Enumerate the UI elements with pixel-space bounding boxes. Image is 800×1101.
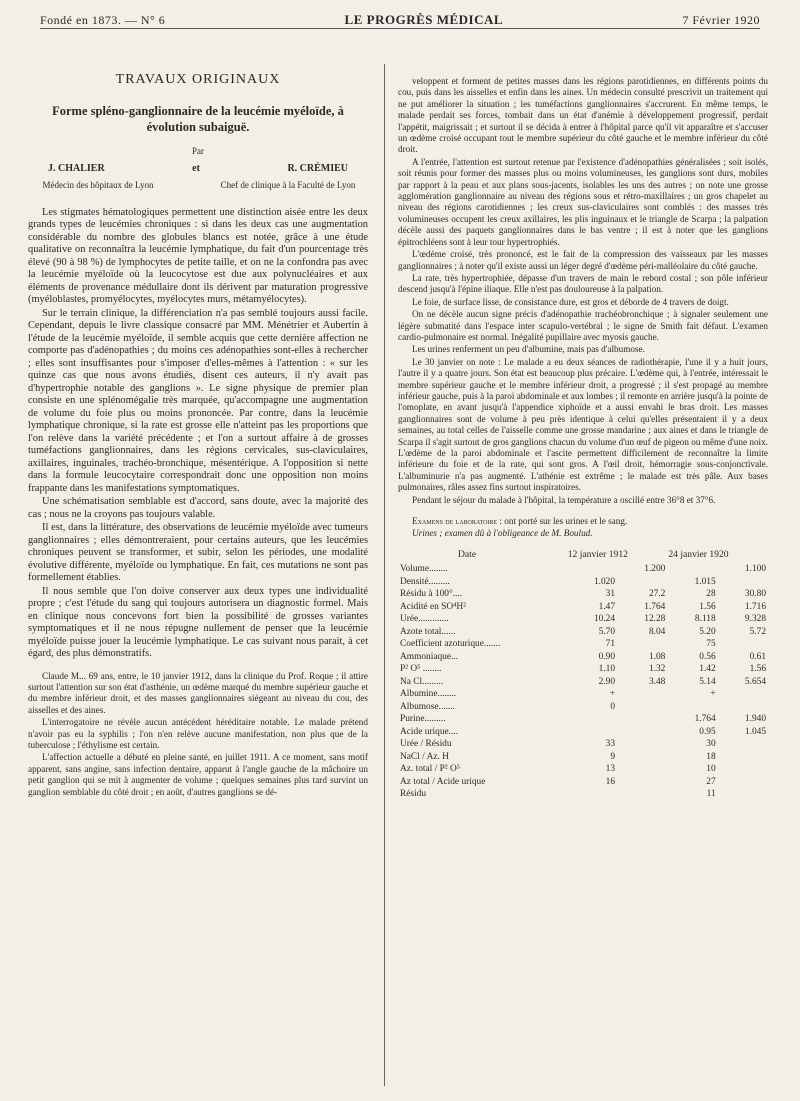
row-label: Urée / Résidu [400, 739, 452, 750]
row-label: NaCl / Az. H [400, 751, 449, 762]
table-row [398, 776, 768, 789]
affiliations [38, 180, 358, 191]
table-cell [617, 738, 667, 751]
case-report-right [398, 76, 768, 506]
table-cell: 0.90 [598, 651, 616, 662]
table-cell: 0.95 [699, 726, 716, 737]
table-cell: 11 [706, 789, 716, 800]
paragraph: Il nous semble que l'on doive conserver aux deux types une individualité propre ; c'est l'étude du sang qui toujours autorisera un diagnostic formel. Mais en clinique nous concevons fort bien la possibilité de grosses variantes symptomatiques et il ne nous répugne nullement de penser que la leucémie myéloïde puisse jouer la leucémie lymphatique. Le cas suivant nous parait, à cet égard, des plus démonstratifs. [28, 585, 368, 659]
page-header [40, 6, 760, 29]
row-label: Résidu [400, 789, 427, 800]
case-paragraph: Les urines renferment un peu d'albumine, mais pas d'albumose. [412, 344, 645, 355]
journal-title: LE PROGRÈS MÉDICAL [344, 12, 504, 27]
table-cell: 1.56 [699, 601, 716, 612]
table-cell: 5.20 [699, 626, 716, 637]
urine-table [398, 548, 768, 801]
col-date: Date [458, 548, 477, 560]
table-cell [617, 788, 667, 801]
table-cell: 5.70 [598, 626, 616, 637]
row-label: Urée............. [400, 614, 449, 625]
table-cell: 2.90 [598, 676, 616, 687]
table-cell: 1.716 [744, 601, 766, 612]
table-cell: 1.42 [699, 664, 716, 675]
row-label: Résidu à 100°.... [400, 589, 463, 600]
table-cell [567, 788, 617, 801]
table-row [398, 563, 768, 576]
table-row [398, 663, 768, 676]
affiliation-1: Médecin des hôpitaux de Lyon [42, 179, 154, 190]
case-paragraph: veloppent et forment de petites masses dans les régions parotidiennes, en différents points du cou, puis dans les aisselles et enfin dans les aines. Un médecin consulté prescrivit un traitement qui ne put améliorer la situation ; les tuméfactions ganglionnaires s'accrurent. En même temps, le malade perdait ses forces, tombait dans un état d'anémie à développement progressif, perdait l'appétit, maigrissait ; et surtout il se décida à entrer à l'hôpital parce qu'il vit apparaître et s'accuser un œdème croisé occupant tout le membre supérieur du côté gauche et le membre inférieur du côté droit. [398, 76, 768, 155]
table-cell [667, 563, 717, 576]
table-cell: 5.654 [744, 676, 766, 687]
table-cell [718, 638, 768, 651]
row-label: Ammoniaque... [400, 651, 459, 662]
row-label: Az. total / P² O⁵ [400, 764, 460, 775]
table-cell [617, 726, 667, 739]
case-paragraph: Le foie, de surface lisse, de consistance dure, est gros et déborde de 4 travers de doigt. [412, 296, 729, 307]
table-row [398, 676, 768, 689]
table-cell: 30 [706, 739, 716, 750]
table-cell [567, 713, 617, 726]
table-cell: 5.14 [699, 676, 716, 687]
author-separator: et [192, 163, 200, 174]
row-label: Albumine........ [400, 689, 457, 700]
table-cell [617, 751, 667, 764]
table-row [398, 751, 768, 764]
row-label: Azote total...... [400, 626, 456, 637]
table-row [398, 576, 768, 589]
table-cell: 1.045 [744, 726, 766, 737]
table-cell: 10.24 [593, 614, 616, 625]
table-cell: 1.47 [598, 601, 616, 612]
case-paragraph: Le 30 janvier on note : Le malade a eu deux séances de radiothérapie, l'une il y a huit jours, l'autre il y a quatre jours. Son état est beaucoup plus précaire. L'œdème qui, à l'entrée, intéressait le membre supérieur gauche et le membre inférieur droit, a progressé ; il s'est propagé au membre inférieur gauche, puis à la paroi abdominale et aux lombes ; il remonte en arrière jusqu'à la pointe de l'omoplate, en avant jusqu'à l'appendice xiphoïde et a aussi envahi le bras droit. Les masses ganglionnaires sont de volume à peu près identique à celui qu'elles présentaient il y a deux semaines, au total celles de l'aisselle comme une grosse mandarine ; aux aines et dans le triangle de Scarpa il s'agit surtout de gros ganglions chacun du volume d'un œuf de pigeon ou même d'une noix. L'œdème de la paroi abdominale et l'ascite permettent difficilement de reconnaître la limite inférieure du foie et de la rate, qui sont gros. A l'œil droit, hémorragie sous-conjonctivale. L'albuminurie n'a pas augmenté. L'athénie est extrême ; le malade est très pâle. Aux bases pulmonaires, râles assez fins surtout inspiratoires. [398, 356, 768, 493]
table-cell: 27 [706, 776, 716, 787]
header-founded: Fondé en 1873. — N° 6 [40, 13, 166, 27]
table-row [398, 738, 768, 751]
table-cell: 30.80 [744, 589, 766, 600]
case-paragraph: A l'entrée, l'attention est surtout retenue par l'existence d'adénopathies généralisées ; soit isolés, soit réunis pour former des masses plus ou moins volumineuses, les ganglions sont durs, mobiles par rapport à la peau et aux plans sous-jacents, isolables les uns des autres ; on note une grosse agglomération ganglionnaire au niveau des régions sous et rétro-maxillaires ; un gros chapelet au niveau des régions carotidiennes ; les creux sus-claviculaires sont comblés : des masses très volumineuses occupent les creux axillaires, les plis inguinaux et le triangle de Scarpa ; la palpation décèle aussi des paquets ganglionnaires dans le bas ventre ; il est à noter que les ganglions épitrochléens sont à leur tour hypertrophiés. [398, 156, 768, 247]
table-cell: 33 [605, 739, 616, 750]
row-label: Az total / Acide urique [400, 776, 486, 787]
col-date-1: 12 janvier 1912 [567, 548, 628, 560]
case-paragraph: Claude M... 69 ans, entre, le 10 janvier 1912, dans la clinique du Prof. Roque ; il attire surtout l'attention sur son état d'asthénie, un œdème marqué du membre supérieur gauche et du membre inférieur droit, et des masses ganglionnaires siégeant au niveau du cou, des aisselles et des aines. [28, 670, 368, 715]
lab-section [398, 516, 768, 540]
table-cell [567, 563, 617, 576]
table-row [398, 626, 768, 639]
section-title: TRAVAUX ORIGINAUX [115, 72, 281, 87]
table-cell [718, 576, 768, 589]
table-cell: 5.72 [749, 626, 766, 637]
table-cell: 0.61 [749, 651, 766, 662]
row-label: Acidité en SO⁴H² [400, 601, 466, 612]
table-cell [718, 751, 768, 764]
table-cell: 16 [605, 776, 616, 787]
author-1: J. CHALIER [48, 163, 105, 174]
table-cell [617, 576, 667, 589]
table-cell: 13 [605, 764, 616, 775]
table-cell: 12.28 [644, 614, 666, 625]
table-cell: 1.32 [648, 664, 666, 675]
table-row [398, 688, 768, 701]
table-cell: 8.118 [694, 614, 716, 625]
case-paragraph: L'affection actuelle a débuté en pleine santé, en juillet 1911. A ce moment, sans motif apparent, sans angine, sans infection dentaire, apparut à l'angle gauche de la mâchoire un petit ganglion qui se mit à augmenter de volume ; quelques semaines plus tard survint un ganglion semblable du côté droit ; en août, d'autres ganglions se dé- [28, 752, 368, 797]
case-paragraph: L'œdème croisé, très prononcé, est le fait de la compression des vaisseaux par les masses ganglionnaires ; à noter qu'il existe aussi un léger degré d'œdème péri-malléolaire du côté gauche. [398, 249, 768, 271]
paragraph: Les stigmates hématologiques permettent une distinction aisée entre les deux grands types de leucémies chroniques : si dans les deux cas une augmentation considérable du nombre des globules blancs est notée, grâce à une étude qualitative on reconnaîtra la leucémie lymphatique, du fait d'un pourcentage très élevé (90 à 98 %) de lymphocytes de petite taille, et on ne la confondra pas avec la leucémie myéloïde où la leucocytose est due aux polynucléaires et aux éléments de provenance médullaire dont ils dérivent par maturation progressive (myéloblastes, promyélocytes, myélocytes murs, métamyélocytes). [28, 206, 368, 305]
case-report-left [28, 671, 368, 798]
table-cell [718, 688, 768, 701]
urines-note: Urines ; examen dû à l'obligeance de M. Boulud. [412, 528, 593, 539]
table-cell [617, 688, 667, 701]
row-label: Purine......... [400, 714, 446, 725]
table-cell: 1.015 [694, 576, 716, 587]
row-label: Coefficient azoturique....... [400, 639, 501, 650]
left-column [28, 64, 368, 799]
case-paragraph: Pendant le séjour du malade à l'hôpital, la température a oscillé entre 36°8 et 37°6. [412, 494, 716, 505]
table-cell: 1.10 [598, 664, 616, 675]
header-date: 7 Février 1920 [682, 13, 760, 27]
table-cell: 9.328 [744, 614, 766, 625]
table-row [398, 763, 768, 776]
authors [48, 163, 348, 176]
table-cell: 1.764 [694, 714, 716, 725]
lab-heading: Examens de laboratoire [412, 516, 498, 527]
table-cell: 1.940 [744, 714, 766, 725]
table-row [398, 726, 768, 739]
row-label: Volume........ [400, 564, 448, 575]
table-cell: 71 [605, 639, 616, 650]
table-cell [718, 763, 768, 776]
table-cell: + [609, 689, 616, 700]
table-cell [567, 726, 617, 739]
table-cell: 1.100 [744, 564, 766, 575]
table-cell: 1.020 [593, 576, 616, 587]
table-cell: 75 [706, 639, 716, 650]
table-cell [617, 776, 667, 789]
table-cell: 10 [706, 764, 716, 775]
table-cell [617, 713, 667, 726]
paragraph: Il est, dans la littérature, des observations de leucémie myéloïde avec tumeurs ganglionnaires ; elles démontreraient, pour certains auteurs, que les leucémies chroniques peuvent se transformer, et subir, selon les périodes, une modalité évolutive différente, myéloïde ou lymphatique. En fait, ces mutations ne sont pas formellement établies. [28, 522, 368, 583]
table-cell [718, 776, 768, 789]
case-paragraph: L'interrogatoire ne révèle aucun antécédent héréditaire notable. Le malade prétend n'avoir pas eu la syphilis ; l'on n'en relève aucune manifestation, non plus que de la tuberculose ; l'éthylisme est certain. [28, 717, 368, 750]
table-row [398, 701, 768, 714]
row-label: Albumose....... [400, 701, 455, 712]
table-cell: 0 [610, 701, 616, 712]
table-cell [718, 701, 768, 714]
row-label: Acide urique.... [400, 726, 459, 737]
table-cell: 9 [610, 751, 616, 762]
table-cell [617, 701, 667, 714]
table-row [398, 601, 768, 614]
paragraph: Une schématisation semblable est d'accord, sans doute, avec la majorité des cas ; nous ne la croyons pas toujours valable. [28, 496, 368, 520]
table-cell: 1.200 [644, 564, 666, 575]
table-cell: 3.48 [648, 676, 666, 687]
table-cell: 28 [706, 589, 716, 600]
table-row [398, 651, 768, 664]
affiliation-2: Chef de clinique à la Faculté de Lyon [220, 179, 356, 190]
table-row [398, 588, 768, 601]
table-cell [617, 763, 667, 776]
case-paragraph: On ne décèle aucun signe précis d'adénopathie trachéobronchique ; à signaler seulement une légère submatité dans l'espace inter scapulo-vertébral ; le signe de Smith fait défaut. L'examen cardio-pulmonaire est normal. Inégalité pupillaire avec myosis gauche. [398, 309, 768, 342]
table-row [398, 713, 768, 726]
table-row [398, 638, 768, 651]
table-cell: 31 [605, 589, 616, 600]
author-2: R. CRÉMIEU [287, 163, 348, 174]
column-rule [384, 64, 385, 1086]
right-column [398, 76, 768, 801]
table-cell [667, 701, 717, 714]
table-cell: + [710, 689, 716, 700]
paragraph: Sur le terrain clinique, la différenciation n'a pas semblé toujours aussi facile. Cependant, depuis le livre classique consacré par MM. Ménétrier et Aubertin à l'étude de la leucémie myéloïde, il semble acquis que cette dernière affection ne comporte pas d'adénopathies ; du moins ces adénopathies sont-elles à rechercher ; elles sont insuffisantes pour s'imposer d'elles-mêmes à l'attention : « sur les quinze cas que nous avons étudiés, disent ces auteurs, il n'y avait pas d'hypertrophie notable des ganglions ». Le signe physique de premier plan consiste en une splénomégalie très marquée, qu'accompagne une augmentation de volume du foie plus ou moins prononcée. Par contre, dans la leucémie lymphatique chronique, si la rate est grosse elle n'atteint pas les proportions que l'on relève dans la variété précédente ; et l'on a surtout affaire à de grosses tuméfactions ganglionnaires, dans les régions cervicales, sus-claviculaires, axillaires, inguinales, trachéo-bronchique, mésentérique. A l'opposition si nette dans la formule leucocytaire correspondrait donc une opposition non moins frappante dans les manifestations symptomatiques. [28, 307, 368, 494]
table-cell: 27.2 [648, 589, 666, 600]
row-label: Na Cl......... [400, 676, 444, 687]
table-cell [718, 788, 768, 801]
table-cell: 0.56 [699, 651, 716, 662]
table-cell: 1.08 [648, 651, 666, 662]
table-cell [718, 738, 768, 751]
table-row [398, 613, 768, 626]
row-label: Densité......... [400, 576, 450, 587]
lab-heading-rest: : ont porté sur les urines et le sang. [497, 516, 628, 527]
article-body-left [28, 207, 368, 661]
table-cell: 1.764 [644, 601, 666, 612]
by-label: Par [192, 145, 204, 156]
article-title: Forme spléno-ganglionnaire de la leucémie myéloïde, à évolution subaiguë. [52, 103, 344, 134]
case-paragraph: La rate, très hypertrophiée, dépasse d'un travers de main le rebord costal ; son pôle inférieur descend jusqu'à l'épine iliaque. Elle n'est pas douloureuse à la palpation. [398, 272, 768, 295]
row-label: P² O⁵ ........ [400, 664, 442, 675]
col-date-2: 24 janvier 1920 [668, 548, 729, 560]
table-cell: 18 [706, 751, 716, 762]
table-cell: 1.56 [749, 664, 766, 675]
table-row [398, 788, 768, 801]
table-cell: 8.04 [648, 626, 666, 637]
table-cell [617, 638, 667, 651]
